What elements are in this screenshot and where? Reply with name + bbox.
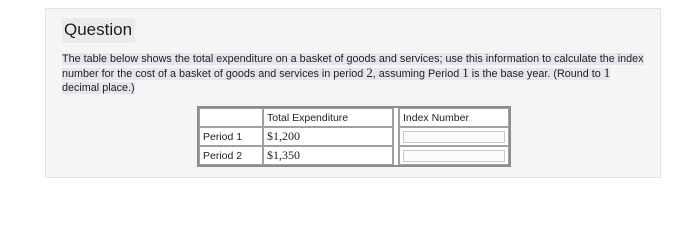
expenditure-table (197, 106, 511, 167)
expenditure-cell: $1,350 (263, 146, 393, 165)
table-row (199, 127, 509, 146)
period-target-number: 2 (366, 65, 373, 80)
table-row (199, 146, 509, 165)
index-cell (399, 146, 509, 165)
expenditure-cell: $1,200 (263, 127, 393, 146)
question-text-part: The table below shows the total expenditure on a basket of goods and services; use this information to calculate the index number for the cost of a basket of goods and services in period 2, assuming Period 1 is the base year. (Round to 1 decimal place.) (62, 53, 644, 94)
question-text (62, 52, 647, 95)
header-cell-period (199, 108, 263, 127)
table-header-row (199, 108, 509, 127)
header-cell-expenditure: Total Expenditure (263, 108, 393, 127)
index-cell (399, 127, 509, 146)
header-cell-index: Index Number (399, 108, 509, 127)
index-number-input-period-1[interactable] (403, 131, 505, 143)
period-label-cell: Period 2 (199, 146, 263, 165)
decimals-number: 1 (603, 65, 611, 80)
index-number-input-period-2[interactable] (403, 150, 505, 162)
period-base-number: 1 (462, 65, 469, 80)
period-label-cell: Period 1 (199, 127, 263, 146)
question-heading: Question (62, 18, 135, 43)
